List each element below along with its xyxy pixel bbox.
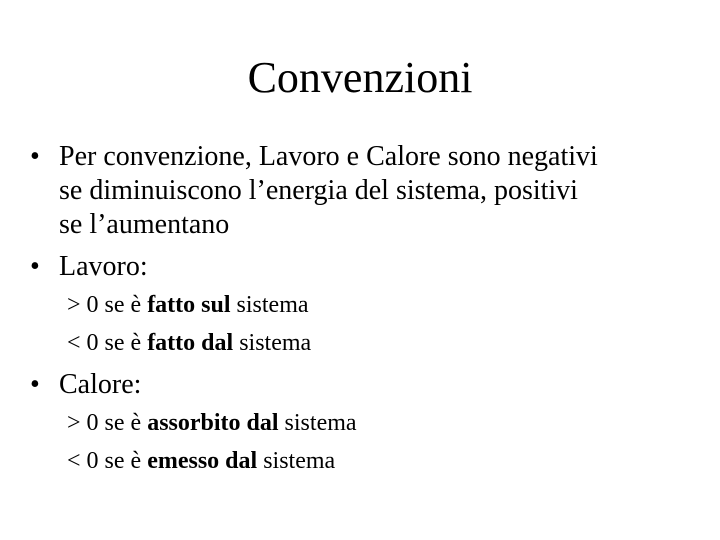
sub-item-bold: assorbito dal [147,410,279,436]
sub-item-suffix: sistema [278,410,357,436]
sub-item-prefix: < 0 se è [67,448,148,474]
bullet-text-line: Calore: [59,369,142,400]
sub-item-prefix: < 0 se è [67,330,148,356]
bullet-text-line: se diminuiscono l’energia del sistema, positivi [59,175,578,206]
sub-item-bold: fatto sul [147,292,231,318]
sub-item [67,290,309,320]
sub-item-bold: emesso dal [147,448,258,474]
sub-item-suffix: sistema [233,330,312,356]
sub-item-prefix: > 0 se è [67,292,148,318]
sub-item-bold: fatto dal [147,330,234,356]
bullet-text-line: se l’aumentano [59,209,230,240]
bullet-text-line: Per convenzione, Lavoro e Calore sono negativi [59,141,598,172]
sub-item [67,446,335,476]
sub-item [67,328,311,358]
sub-item [67,408,357,438]
bullet-text-line: Lavoro: [59,251,148,282]
sub-item-prefix: > 0 se è [67,410,148,436]
sub-item-suffix: sistema [257,448,336,474]
bullet-marker: • [30,251,40,282]
sub-item-suffix: sistema [230,292,309,318]
bullet-marker: • [30,369,40,400]
slide-title: Convenzioni [247,53,473,102]
bullet-marker: • [30,141,40,172]
